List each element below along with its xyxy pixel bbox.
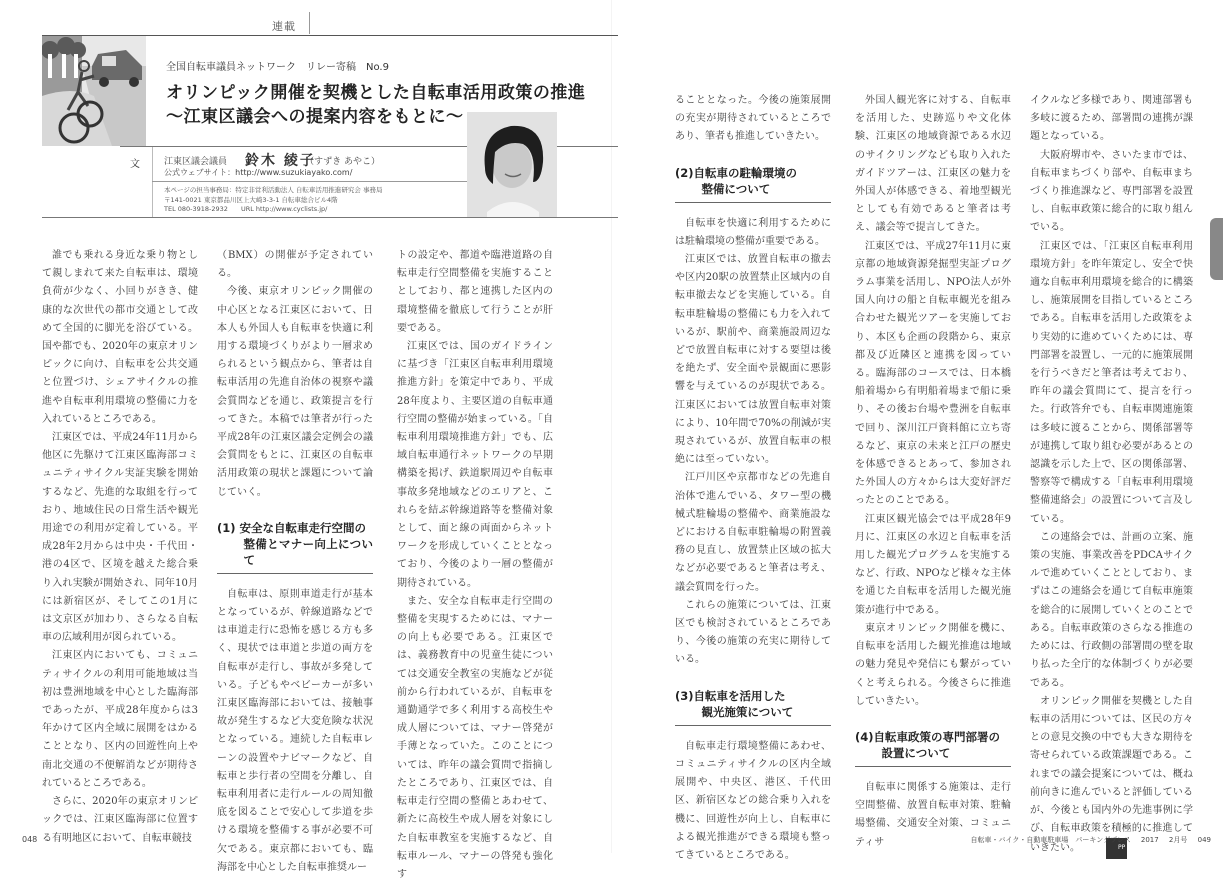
body-column-6 bbox=[1030, 92, 1193, 859]
paragraph: 大阪府堺市や、さいたま市では、自転車まちづくり部や、自転車まちづくり推進課など、専門部署を設置し、自転車政策に総合的に取り組んでいる。 bbox=[1030, 149, 1193, 234]
paragraph: また、安全な自転車走行空間の整備を実現するためには、マナーの向上も必要である。江東区では、義務教育中の児童生徒については交通安全教室の実施などが従前から行われているが、自転車を通勤通学で多く利用する高校生や成人層については、マナー啓発が手薄となっていた。このことについては、昨年の議会質問で指摘したところであり、江東区では、自転車走行空間の整備とあわせて、新たに高校生や成人層を対象にした自転車教室を実施するなど、自転車ルール、マナーの啓発も強化す bbox=[397, 595, 553, 880]
author-photo bbox=[467, 112, 557, 218]
section-heading-line: 観光施策について bbox=[701, 704, 794, 719]
body-column-3 bbox=[397, 247, 553, 884]
publication-name: 自転車・バイク・自動車駐車場 パーキングプレス bbox=[970, 836, 1131, 844]
byline-rule-bottom bbox=[42, 217, 618, 218]
section-heading-line: (2)自転車の駐輪環境の bbox=[675, 165, 798, 180]
end-mark-icon: PP bbox=[1106, 838, 1127, 858]
paragraph: 江東区では、「江東区自転車利用環境方針」を昨年策定し、安全で快適な自転車利用環境を総合的に構築し、施策展開を目指しているところである。自転車を活用した政策をより実効的に進めていくためには、専門部署を設置し、一元的に施策展開を行うべきだと筆者は考えており、昨年の議会質問にて、提言を行った。行政答弁でも、自転車関連施策は多岐に渡ることから、関係部署等が連携して取り組む必要があるとの認識を示した上で、区の関係部署、警察等で構成する「自転車利用環境整備連絡会」の設置について言及している。 bbox=[1030, 240, 1193, 525]
author-portrait-icon bbox=[467, 112, 557, 218]
body-column-4 bbox=[675, 92, 831, 865]
author-website-link[interactable]: 公式ウェブサイト：http://www.suzukiayako.com/ bbox=[164, 168, 353, 177]
paragraph: 東京オリンピック開催を機に、自転車を活用した観光推進は地域の魅力発見や発信にも繋がっていくと考えられる。今後さらに推進していきたい。 bbox=[855, 622, 1011, 707]
article-title: オリンピック開催を契機とした自転車活用政策の推進 bbox=[166, 83, 586, 103]
article-subtitle: 〜江東区議会への提案内容をもとに〜 bbox=[166, 107, 464, 127]
paragraph: ることとなった。今後の施策展開の充実が期待されているところであり、筆者も推進していきたい。 bbox=[675, 95, 831, 143]
paragraph: 江東区観光協会では平成28年9月に、江東区の水辺と自転車を活用した観光プログラムを実施するなど、行政、NPOなど様々な主体を通じた自転車を活用した観光施策が進行中である。 bbox=[855, 513, 1011, 616]
office-contact[interactable]: TEL 080-3918-2932 URL http://www.cyclists.jp/ bbox=[164, 205, 328, 213]
author-name: 鈴木 綾子 bbox=[245, 153, 316, 169]
paragraph: これらの施策については、江東区でも検討されているところであり、今後の施策の充実に期待している。 bbox=[675, 599, 831, 666]
article-kicker: 全国自転車議員ネットワーク リレー寄稿 No.9 bbox=[166, 62, 389, 73]
office-info bbox=[164, 186, 383, 215]
office-address: 〒141-0021 東京都品川区上大崎3-3-1 自転車総合ビル4階 bbox=[164, 195, 338, 204]
publication-year: 2017 bbox=[1140, 836, 1159, 844]
author-role: 江東区議会議員 bbox=[164, 157, 228, 167]
section-heading-3 bbox=[675, 688, 831, 726]
paragraph: 江東区では、放置自転車の撤去や区内20駅の放置禁止区域内の自転車撤去などを実施している。自転車駐輪場の整備にも力を入れているが、駅前や、商業施設周辺などで放置自転車に対する要望は後を絶たず、安全面や景観面に悪影響を与えているのが現状である。江東区においては放置自転車対策により、10年間で70%の削減が実現されているが、放置自転車の根絶には至っていない。 bbox=[675, 254, 831, 466]
series-label: 連載 bbox=[272, 20, 296, 33]
byline-rule-top-right bbox=[557, 146, 618, 147]
paragraph: イクルなど多様であり、関連部署も多岐に渡るため、部署間の連携が課題となっている。 bbox=[1030, 95, 1193, 143]
body-column-2 bbox=[217, 247, 373, 877]
byline-rule-middle bbox=[152, 181, 467, 182]
byline-rule-top bbox=[120, 146, 467, 147]
paragraph: この連絡会では、計画の立案、施策の実施、事業改善をPDCAサイクルで進めていくこととしており、まずはこの連絡会を通じて自転車施策を総合的に展開していくとのことである。自転車政策のさらなる推進のためには、行政側の部署間の壁を取り払った全庁的な体制づくりが必要である。 bbox=[1030, 531, 1193, 689]
paragraph: 江東区では、平成24年11月から他区に先駆けて江東区臨海部コミュニティサイクル実証実験を開始するなど、先進的な取組を行っており、地域住民の日常生活や観光用途での利用が定着している。平成28年2月からは中央・千代田・港の4区で、区境を越えた総合乗り入れ実験が開始され、同年10月には新宿区が、そしてこの1月には文京区が加わり、さらなる自転車の広域利用が図られている。 bbox=[42, 432, 198, 644]
paragraph: 江東区内においても、コミュニティサイクルの利用可能地域は当初は豊洲地域を中心とした臨海部であったが、平成28年度からは3年かけて区内全域に展開をはかることとなり、区内の回遊性向上や南北交通の不便解消などが期待されているところである。 bbox=[42, 650, 198, 789]
paragraph: 江東区では、平成27年11月に東京都の地域資源発掘型実証プログラム事業を活用し、NPO法人が外国人向けの船と自転車観光を組み合わせた観光ツアーを実施しており、本区も企画の段階から、東京都及び近隣区と連携を図っている。臨海部のコースでは、日本橋船着場から有明船着場まで船に乗り、その後お台場や豊洲を自転車で回り、深川江戸資料館に立ち寄るなど、東京の未来と江戸の歴史を体感できるとあって、参加された外国人の方々からは大変好評だったとのことである。 bbox=[855, 240, 1011, 507]
author-name-reading: （すずき あやこ） bbox=[305, 157, 380, 167]
section-heading-line: 設置について bbox=[881, 745, 951, 760]
paragraph: 自転車走行環境整備にあわせ、コミュニティサイクルの区内全域展開や、中央区、港区、千代田区、新宿区などの総合乗り入れを機に、回遊性が向上し、自転車による観光推進ができる環境も整ってきているところである。 bbox=[675, 740, 831, 861]
body-column-5 bbox=[855, 92, 1011, 852]
series-divider bbox=[309, 12, 310, 34]
page-number-right: 049 bbox=[1197, 836, 1211, 844]
section-heading-1 bbox=[217, 520, 373, 574]
page-number-left: 048 bbox=[22, 835, 38, 844]
paragraph: さらに、2020年の東京オリンピックでは、江東区臨海部に位置する有明地区において、自転車競技 bbox=[42, 796, 198, 844]
paragraph: 自転車は、原則車道走行が基本となっているが、幹線道路などでは車道走行に恐怖を感じる方も多く、現状では車道と歩道の両方を自転車が走行し、事故が多発している。子どもやベビーカーが多い江東区臨海部においては、接触事故が発生するなど大変危険な状況となっている。連続した自転車レーンの設置やナビマークなど、自転車と歩行者の空間を分離し、自転車利用者に走行ルールの周知徹底を図ることで安心して歩道を歩ける環境を整備する事が必要不可欠である。東京都においても、臨海部を中心とした自転車推奨ルー bbox=[217, 588, 373, 873]
paragraph: 今後、東京オリンピック開催の中心区となる江東区において、日本人も外国人も自転車を快適に利用する環境づくりがより一層求められるという観点から、筆者は自転車活用の先進自治体の視察や議会質問などを通じ、政策提言を行ってきた。本稿では筆者が行った平成28年の江東区議会定例会の議会質問をもとに、江東区の自転車活用政策の現状と課題について論じていく。 bbox=[217, 286, 373, 498]
paragraph: 江東区では、国のガイドラインに基づき「江東区自転車利用環境推進方針」を策定中であり、平成28年度より、主要区道の自転車通行空間の整備が始まっている。「自転車利用環境推進方針」でも、広域自転車通行ネットワークの早期構築を掲げ、鉄道駅周辺や自転車事故多発地域などのエリアと、これらを結ぶ幹線道路等を整備対象として、面と線の両面からネットワークを形成していくこととなっており、今後のより一層の整備が期待されている。 bbox=[397, 341, 553, 589]
byline-label: 文 bbox=[130, 159, 140, 170]
running-footer bbox=[962, 835, 1211, 845]
paragraph-text: オリンピック開催を契機とした自転車の活用については、区民の方々との意見交換の中でも大きな期待を寄せられている政策課題である。これまでの議会提案については、概ね前向きに進んでいると評価しているが、今後とも国内外の先進事例に学び、自転車政策を積極的に推進していきたい。 bbox=[1030, 695, 1193, 854]
paragraph: 自転車を快適に利用するためには駐輪環境の整備が重要である。 bbox=[675, 217, 831, 247]
body-column-1 bbox=[42, 247, 198, 848]
byline-divider bbox=[152, 147, 153, 217]
section-heading-4 bbox=[855, 729, 1011, 767]
page-gutter bbox=[611, 0, 612, 853]
office-line: 本ページの担当事務局：特定非営利活動法人 自転車活用推進研究会 事務局 bbox=[164, 186, 383, 194]
paragraph: 江戸川区や京都市などの先進自治体で進んでいる、タワー型の機械式駐輪場の整備や、商業施設などにおける自転車駐輪場の附置義務の見直し、放置禁止区域の拡大などが必要であると筆者は考え、議会質問を行った。 bbox=[675, 472, 831, 593]
paragraph: トの設定や、都道や臨港道路の自転車走行空間整備を実施することとしており、都と連携した区内の環境整備を徹底して行うことが肝要である。 bbox=[397, 250, 553, 334]
paragraph: 誰でも乗れる身近な乗り物として親しまれて来た自転車は、環境負荷が少なく、小回りがきき、健康的な次世代の都市交通として改めて全国的に脚光を浴びている。国や都でも、2020年の東京オリンピックに向け、自転車を公共交通と位置づけ、シェアサイクルの推進や自転車利用環境の整備に力を入れているところである。 bbox=[42, 250, 198, 425]
paragraph: （BMX）の開催が予定されている。 bbox=[217, 250, 373, 280]
section-heading-line: 整備とマナー向上について bbox=[243, 536, 373, 567]
section-heading-2 bbox=[675, 165, 831, 203]
cyclist-car-icon bbox=[42, 36, 146, 146]
cyclist-illustration bbox=[42, 36, 146, 146]
section-index-tab bbox=[1210, 218, 1223, 280]
section-heading-line: (3)自転車を活用した bbox=[675, 688, 786, 703]
paragraph-final bbox=[1030, 693, 1193, 859]
section-heading-line: 整備について bbox=[701, 181, 771, 196]
section-heading-line: (4)自転車政策の専門部署の bbox=[855, 729, 1001, 744]
paragraph: 自転車に関係する施策は、走行空間整備、放置自転車対策、駐輪場整備、交通安全対策、コミュニティサ bbox=[855, 781, 1011, 848]
section-heading-line: (1) 安全な自転車走行空間の bbox=[217, 520, 367, 535]
publication-issue: 2月号 bbox=[1168, 836, 1188, 844]
paragraph: 外国人観光客に対する、自転車を活用した、史跡巡りや文化体験、江東区の地域資源である水辺のサイクリングなども取り入れたガイドツアーは、江東区の魅力を外国人が体感できる、着地型観光としても有効であると筆者は考え、議会等で提言してきた。 bbox=[855, 95, 1011, 234]
